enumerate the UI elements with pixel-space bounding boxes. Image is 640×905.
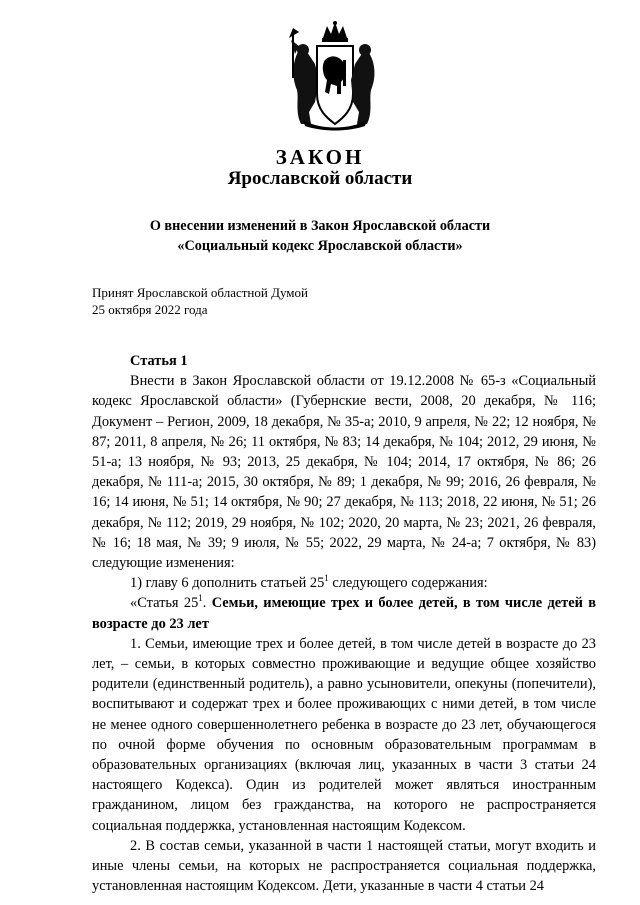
article-intro: Внести в Закон Ярославской области от 19.12.2008 № 65-з «Социальный кодекс Ярославской области» (Губернские вести, 2008, 20 декабря, № 116; Документ – Регион, 2009, 18 декабря, № 35-а; 2010, 9 апреля, № 22; 12 ноября, № 87; 2011, 8 апреля, № 26; 11 октября, № 83; 14 декабря, № 104; 2012, 29 июня, № 51-а; 13 ноября, № 93; 2013, 25 декабря, № 104; 2014, 17 октября, № 86; 26 декабря, № 111-а; 2015, 30 октября, № 89; 1 декабря, № 99; 2016, 26 февраля, № 16; 14 июня, № 51; 14 октября, № 90; 27 декабря, № 113; 2018, 22 июня, № 51; 26 декабря, № 112; 2019, 29 ноября, № 102; 2020, 20 марта, № 23; 2021, 26 февраля, № 16; 18 мая, № 39; 9 июля, № 55; 2022, 29 марта, № 24-а; 7 октября, № 83) следующие изменения: [92, 373, 596, 572]
law-region: Ярославской области [227, 168, 413, 189]
coat-of-arms-icon [285, 20, 381, 132]
adoption-date: 25 октября 2022 года [92, 302, 208, 317]
article-1-body [92, 351, 596, 896]
law-subtitle-line2: «Социальный кодекс Ярославской области» [177, 238, 463, 254]
paragraph-1: 1. Семьи, имеющие трех и более детей, в том числе детей в возрасте до 23 лет, – семьи, в которых совместно проживающие и ведущие общее хозяйство родители (единственный родитель), а равно усыновители, опекуны (попечители), воспитывают и содержат трех и более проживающих с ними детей, в том числе не менее одного совершеннолетнего ребенка в возрасте до 23 лет, обучающегося по очной форме обучения по основным образовательным программам в образовательных организациях (включая лиц, указанных в части 3 статьи 24 настоящего Кодекса). Один из родителей может являться иностранным гражданином, лицом без гражданства, на которого не распространяется социальная поддержка, установленная настоящим Кодексом. [92, 635, 596, 834]
article-heading: Статья 1 [130, 353, 188, 369]
law-title: ЗАКОН [275, 145, 365, 169]
amendment-item-1: 1) главу 6 дополнить статьей $25^1$ следующего содержания: [130, 573, 488, 592]
paragraph-2: 2. В состав семьи, указанной в части 1 настоящей статьи, могут входить и иные члены семьи, на которых не распространяется социальная поддержка, установленная настоящим Кодексом. Дети, указанные в части 4 статьи 24 [92, 837, 596, 895]
law-subtitle-line1: О внесении изменений в Закон Ярославской области [149, 218, 491, 234]
adoption-statement: Принят Ярославской областной Думой [92, 285, 308, 300]
new-article-title: «Статья $25^1$. Семьи, имеющие трех и более детей, в том числе детей в возрасте до 23 лет [92, 593, 597, 632]
